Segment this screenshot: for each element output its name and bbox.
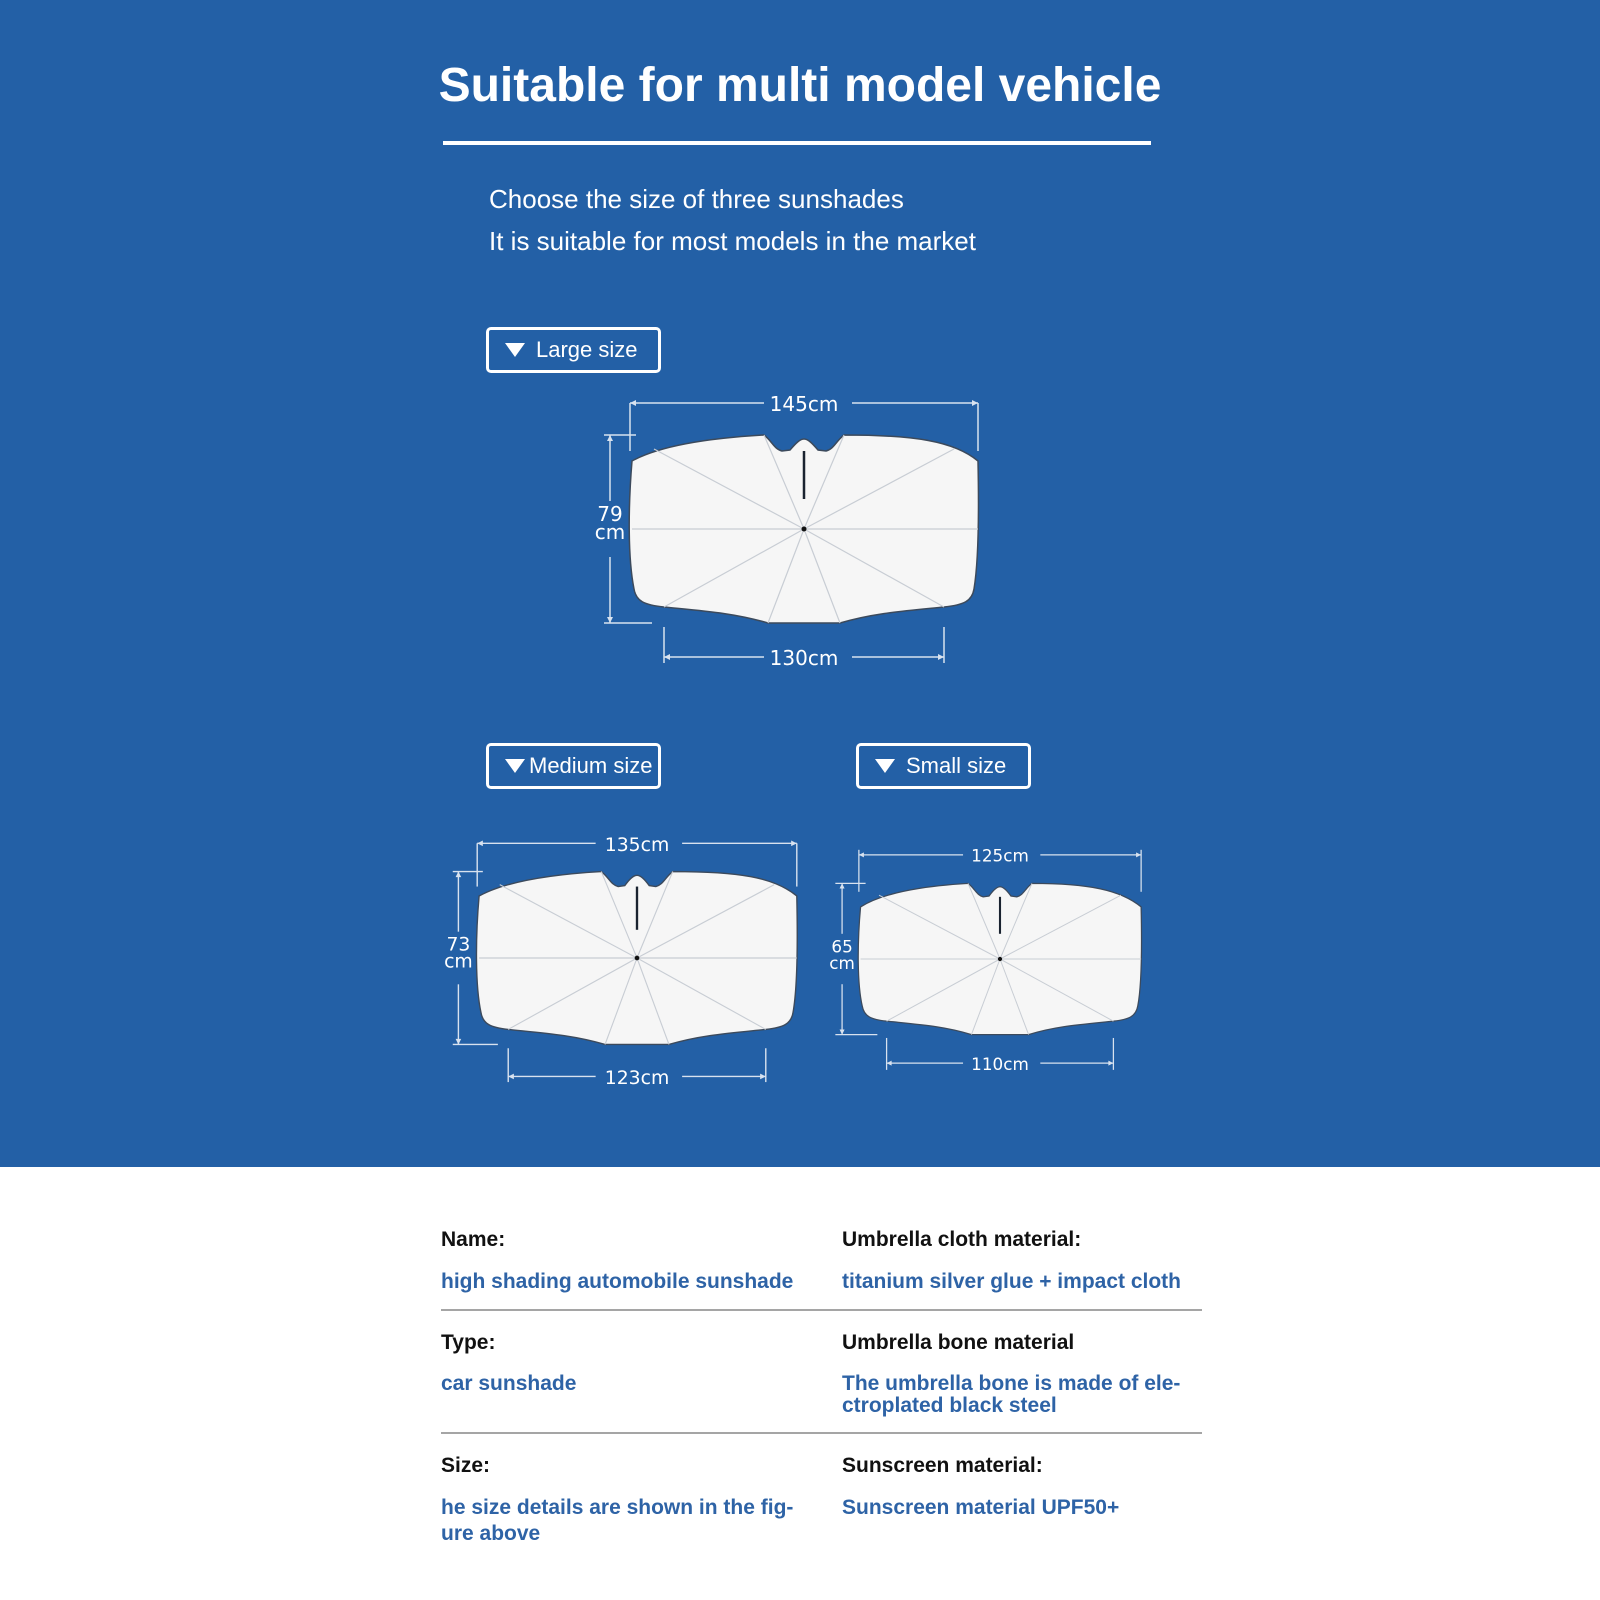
spec-cloth-value: titanium silver glue + impact cloth [842, 1270, 1181, 1293]
small-size-label: Small size [906, 753, 1007, 778]
small-top-width: 125cm [971, 845, 1029, 866]
spec-bone-label: Umbrella bone material [842, 1331, 1075, 1354]
spec-divider [441, 1432, 1202, 1434]
small-height-unit: cm [829, 953, 855, 974]
spec-name-value: high shading automobile sunshade [441, 1270, 794, 1293]
subtitle-line-2: It is suitable for most models in the market [489, 226, 976, 256]
spec-type-label: Type: [441, 1331, 496, 1354]
spec-size-label: Size: [441, 1454, 491, 1477]
subtitle-line-1: Choose the size of three sunshades [489, 184, 904, 214]
medium-height-unit: cm [444, 951, 473, 973]
large-size-label: Large size [536, 337, 638, 362]
medium-top-width: 135cm [604, 834, 670, 856]
spec-cloth-label: Umbrella cloth material: [842, 1228, 1082, 1251]
spec-bone-value-line-1: The umbrella bone is made of ele- [842, 1372, 1181, 1395]
medium-height-value: 73 [446, 934, 471, 956]
large-height-value: 79 [597, 502, 623, 526]
large-top-width: 145cm [769, 392, 839, 416]
large-height-unit: cm [594, 520, 626, 544]
medium-size-label: Medium size [529, 753, 653, 778]
large-bottom-width: 130cm [769, 646, 839, 670]
small-height-value: 65 [831, 936, 853, 957]
spec-size-value-line-2: ure above [441, 1522, 541, 1545]
spec-name-label: Name: [441, 1228, 506, 1251]
spec-sunscreen-label: Sunscreen material: [842, 1454, 1043, 1477]
page-title: Suitable for multi model vehicle [438, 59, 1162, 112]
small-bottom-width: 110cm [971, 1053, 1029, 1074]
medium-bottom-width: 123cm [604, 1067, 670, 1089]
spec-bone-value-line-2: ctroplated black steel [842, 1394, 1057, 1417]
spec-type-value: car sunshade [441, 1372, 577, 1395]
spec-sunscreen-value: Sunscreen material UPF50+ [842, 1496, 1120, 1519]
spec-divider [441, 1309, 1202, 1311]
spec-size-value-line-1: he size details are shown in the fig- [441, 1496, 794, 1519]
